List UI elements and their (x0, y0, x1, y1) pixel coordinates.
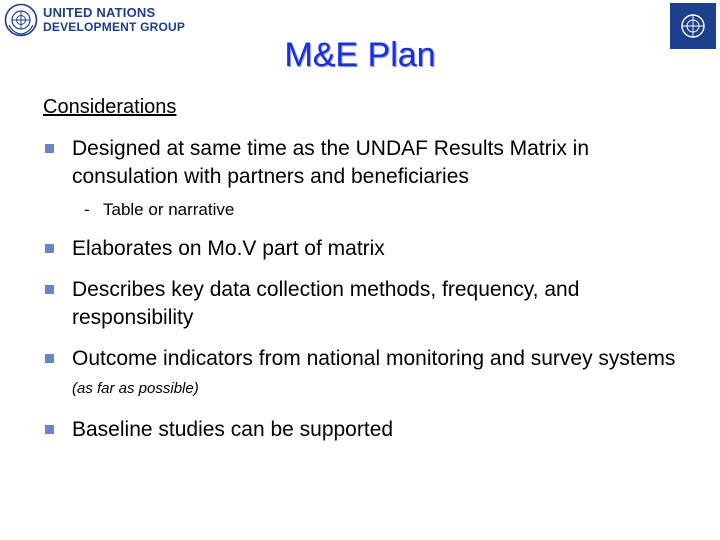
bullet-text: Elaborates on Mo.V part of matrix (72, 237, 385, 260)
bullet-text: Outcome indicators from national monitoring and survey systems (72, 347, 676, 370)
bullet-item (43, 345, 683, 403)
bullet-item (43, 416, 683, 444)
square-bullet-icon (45, 244, 54, 253)
bullet-item (43, 135, 683, 191)
bullet-text: Designed at same time as the UNDAF Results Matrix in consulation with partners and beneficiaries (72, 137, 590, 188)
dash-icon: - (84, 200, 90, 219)
logo-title: UNITED NATIONS (43, 5, 156, 20)
undg-logo (4, 3, 185, 37)
slide-title: M&E Plan (284, 36, 436, 74)
bullet-list (43, 135, 683, 444)
sub-bullet-text: Table or narrative (103, 200, 235, 219)
bullet-text: Describes key data collection methods, frequency, and responsibility (72, 278, 580, 329)
square-bullet-icon (45, 285, 54, 294)
sub-bullet-item (43, 199, 683, 221)
bullet-text: Baseline studies can be supported (72, 418, 394, 441)
bullet-note: (as far as possible) (72, 380, 199, 397)
logo-subtitle: DEVELOPMENT GROUP (43, 20, 186, 34)
square-bullet-icon (45, 425, 54, 434)
bullet-item (43, 276, 683, 332)
square-bullet-icon (45, 144, 54, 153)
square-bullet-icon (45, 354, 54, 363)
subheading: Considerations (43, 96, 177, 118)
bullet-item (43, 235, 683, 263)
un-emblem-icon (4, 3, 38, 37)
